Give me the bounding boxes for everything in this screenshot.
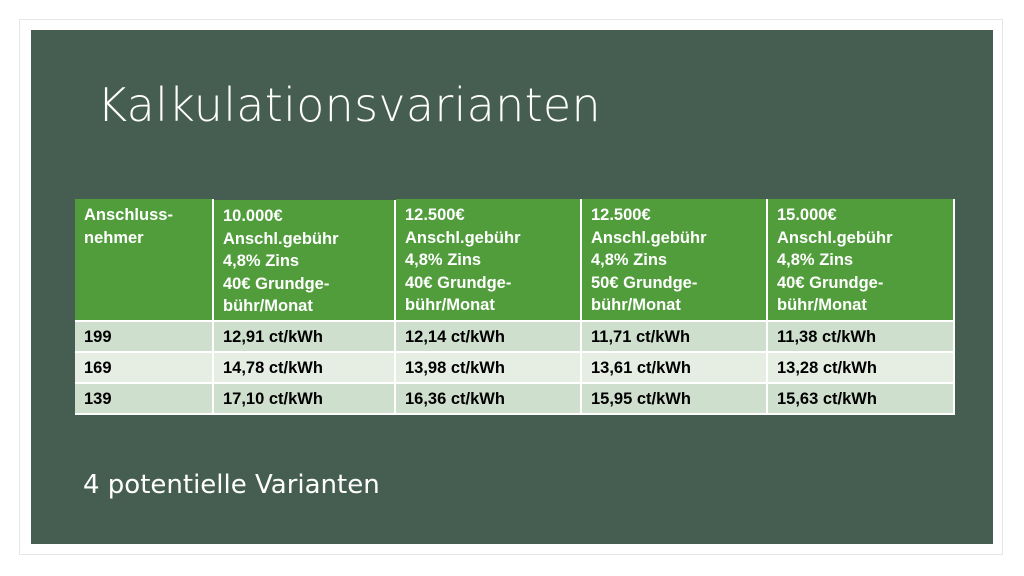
table-price-cell: 16,36 ct/kWh bbox=[396, 384, 582, 415]
table-price-cell: 15,63 ct/kWh bbox=[768, 384, 955, 415]
table-price-cell: 13,98 ct/kWh bbox=[396, 353, 582, 384]
table-price-cell: 14,78 ct/kWh bbox=[214, 353, 396, 384]
table-price-cell: 13,28 ct/kWh bbox=[768, 353, 955, 384]
slide-subtitle: 4 potentielle Varianten bbox=[83, 470, 380, 500]
table-row-subscribers-cell: 169 bbox=[75, 353, 214, 384]
table-price-cell: 12,91 ct/kWh bbox=[214, 322, 396, 353]
table-row-subscribers-cell: 139 bbox=[75, 384, 214, 415]
table-price-cell: 17,10 ct/kWh bbox=[214, 384, 396, 415]
table-price-cell: 13,61 ct/kWh bbox=[582, 353, 768, 384]
table-price-cell: 12,14 ct/kWh bbox=[396, 322, 582, 353]
table-row-subscribers-cell: 199 bbox=[75, 322, 214, 353]
slide-title: Kalkulationsvarianten bbox=[97, 78, 601, 132]
header-cell-variant-3: 12.500€ Anschl.gebühr 4,8% Zins 50€ Grundge- bühr/Monat bbox=[582, 199, 768, 322]
header-cell-variant-4: 15.000€ Anschl.gebühr 4,8% Zins 40€ Grundge- bühr/Monat bbox=[768, 199, 955, 322]
header-cell-variant-1: 10.000€ Anschl.gebühr 4,8% Zins 40€ Grundge- bühr/Monat bbox=[214, 200, 396, 322]
table-price-cell: 11,71 ct/kWh bbox=[582, 322, 768, 353]
table-price-cell: 15,95 ct/kWh bbox=[582, 384, 768, 415]
header-cell-subscribers: Anschluss- nehmer bbox=[75, 199, 214, 322]
table-price-cell: 11,38 ct/kWh bbox=[768, 322, 955, 353]
header-cell-variant-2: 12.500€ Anschl.gebühr 4,8% Zins 40€ Grundge- bühr/Monat bbox=[396, 199, 582, 322]
